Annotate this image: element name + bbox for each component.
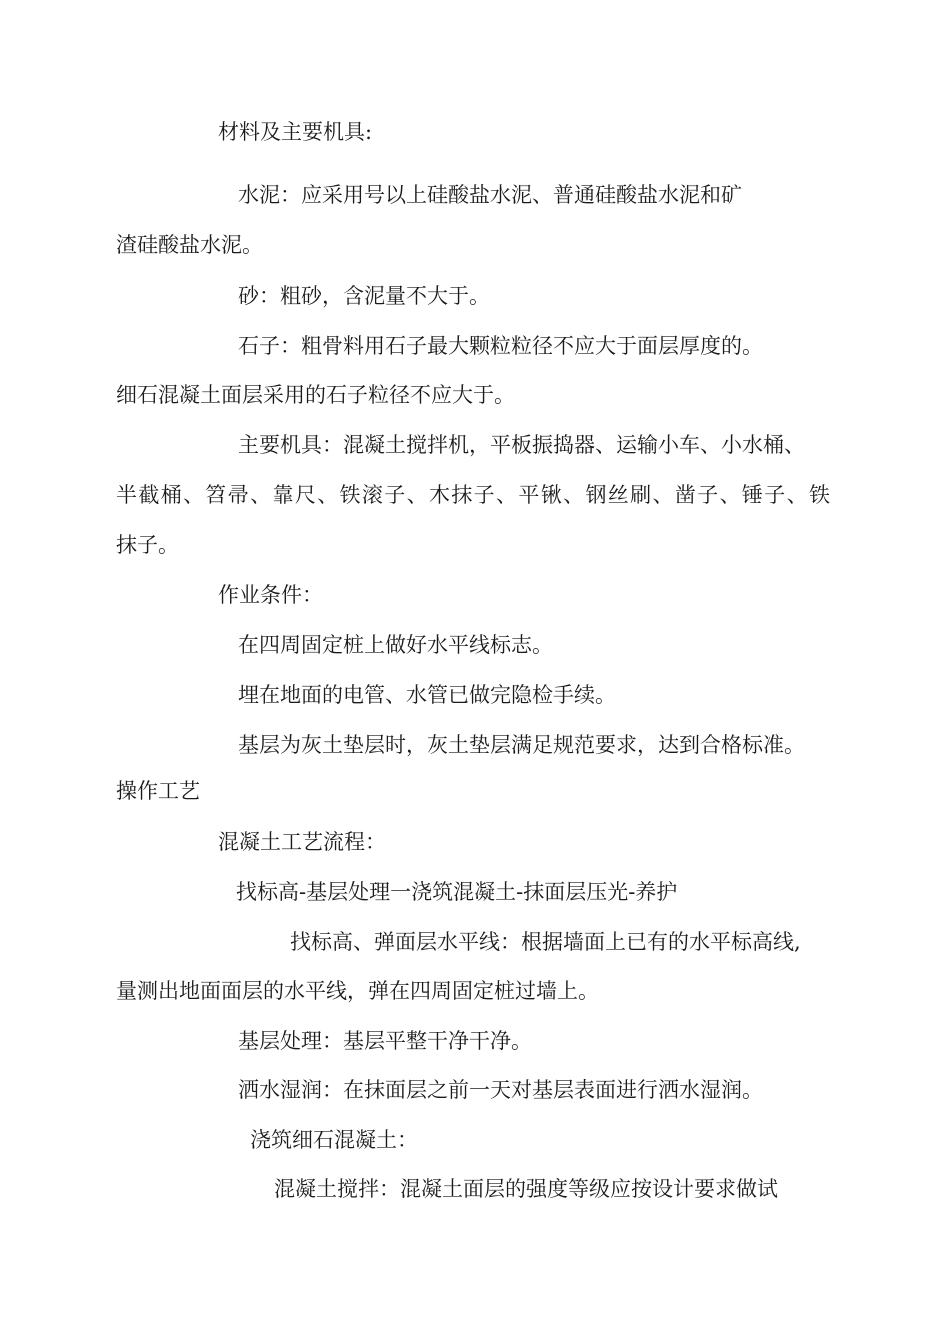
paragraph-main-tools-end: 抹子。	[116, 533, 179, 557]
paragraph-mixing: 混凝土搅拌：混凝土面层的强度等级应按设计要求做试	[274, 1177, 778, 1201]
paragraph-conduits: 埋在地面的电管、水管已做完隐检手续。	[238, 683, 616, 707]
paragraph-elevation: 找标高、弹面层水平线：根据墙面上已有的水平标高线,	[290, 930, 801, 954]
paragraph-wetting: 洒水湿润：在抹面层之前一天对基层表面进行洒水湿润。	[238, 1078, 763, 1102]
paragraph-process-flow: 找标高-基层处理一浇筑混凝土-抹面层压光-养护	[236, 880, 678, 904]
heading-materials-tools: 材料及主要机具:	[218, 120, 373, 144]
paragraph-level-marks: 在四周固定桩上做好水平线标志。	[238, 633, 553, 657]
paragraph-main-tools: 主要机具：混凝土搅拌机，平板振捣器、运输小车、小水桶、	[238, 433, 805, 457]
paragraph-cement: 水泥：应采用号以上硅酸盐水泥、普通硅酸盐水泥和矿	[238, 183, 742, 207]
paragraph-cement-cont: 渣硅酸盐水泥。	[116, 233, 263, 257]
paragraph-sand: 砂：粗砂，含泥量不大于。	[238, 284, 490, 308]
heading-pouring: 浇筑细石混凝土：	[250, 1128, 418, 1152]
heading-work-conditions: 作业条件：	[218, 583, 323, 607]
paragraph-stone-cont: 细石混凝土面层采用的石子粒径不应大于。	[116, 383, 515, 407]
paragraph-base-layer: 基层为灰土垫层时，灰土垫层满足规范要求，达到合格标准。	[238, 733, 805, 757]
paragraph-base-treatment: 基层处理：基层平整干净干净。	[238, 1029, 532, 1053]
heading-operation-process: 操作工艺	[116, 779, 200, 803]
paragraph-stone: 石子：粗骨料用石子最大颗粒粒径不应大于面层厚度的。	[238, 334, 763, 358]
paragraph-main-tools-cont: 半截桶、笤帚、靠尺、铁滚子、木抹子、平锹、钢丝刷、凿子、锤子、铁	[116, 483, 830, 507]
paragraph-elevation-cont: 量测出地面面层的水平线，弹在四周固定桩过墙上。	[116, 979, 599, 1003]
heading-concrete-flow: 混凝土工艺流程：	[218, 830, 386, 854]
